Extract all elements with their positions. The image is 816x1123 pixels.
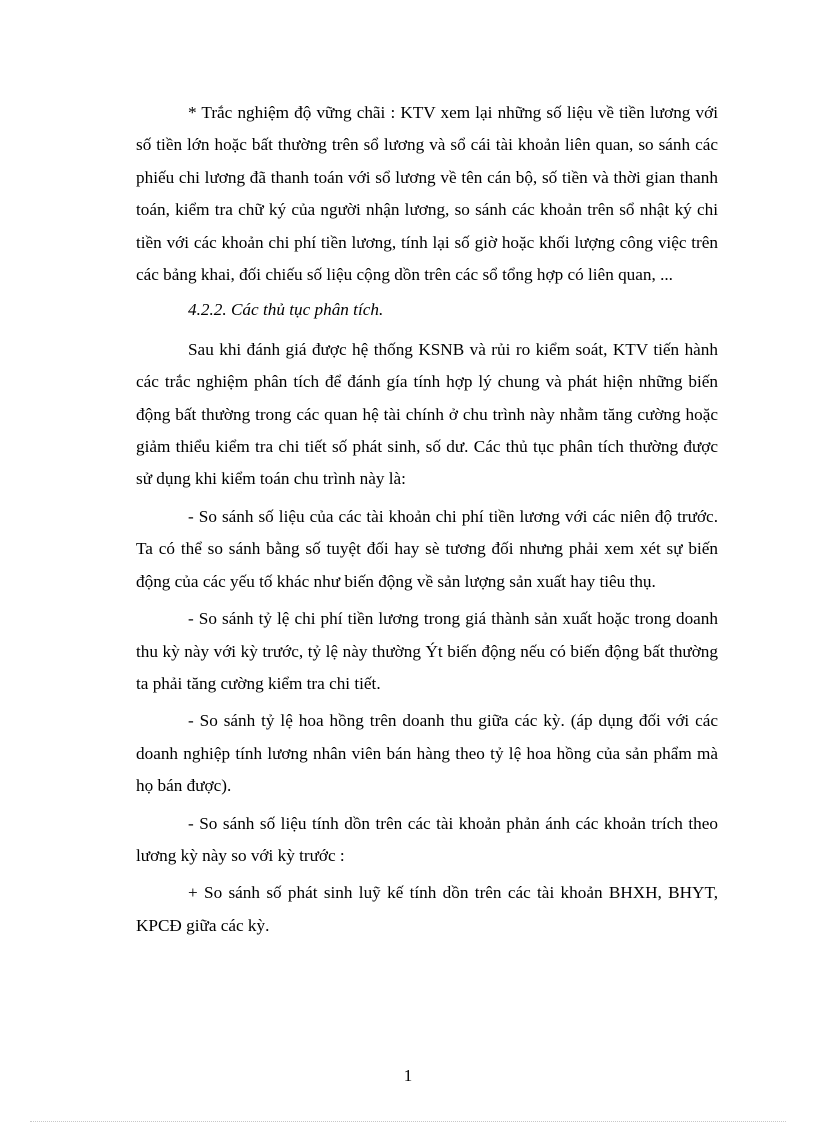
paragraph-compare-prior-years: - So sánh số liệu của các tài khoản chi phí tiền lương với các niên độ trước. Ta có thể so sánh bằng số tuyệt đối hay sè tương đối nhưng phải xem xét sự biến động của các yếu tố khác như biến động về sản lượng sản xuất hay tiêu thụ. (136, 506, 718, 591)
paragraph-compare-accrued: - So sánh số liệu tính dồn trên các tài khoản phản ánh các khoản trích theo lương kỳ này so với kỳ trước : (136, 813, 718, 865)
footer-divider (30, 1121, 786, 1122)
paragraph-compare-commission: - So sánh tỷ lệ hoa hồng trên doanh thu giữa các kỳ. (áp dụng đối với các doanh nghiệp tính lương nhân viên bán hàng theo tỷ lệ hoa hồng của sản phẩm mà họ bán được). (136, 711, 718, 796)
page-number: 1 (403, 1066, 413, 1085)
section-heading-4-2-2: 4.2.2. Các thủ tục phân tích. (188, 300, 384, 320)
document-body (136, 97, 718, 942)
paragraph-analytical-intro: Sau khi đánh giá được hệ thống KSNB và rủi ro kiểm soát, KTV tiến hành các trắc nghiệm phân tích để đánh gía tính hợp lý chung và phát hiện những biến động bất thường trong các quan hệ tài chính ở chu trình này nhằm tăng cường hoặc giảm thiểu kiểm tra chi tiết số phát sinh, số dư. Các thủ tục phân tích thường được sử dụng khi kiểm toán chu trình này là: (136, 339, 718, 489)
paragraph-compare-insurance: + So sánh số phát sinh luỹ kế tính dồn trên các tài khoản BHXH, BHYT, KPCĐ giữa các kỳ. (136, 883, 718, 935)
paragraph-compare-cost-ratio: - So sánh tỷ lệ chi phí tiền lương trong giá thành sản xuất hoặc trong doanh thu kỳ này với kỳ trước, tỷ lệ này thường Ýt biến động nếu có biến động bất thường ta phải tăng cường kiểm tra chi tiết. (136, 609, 718, 693)
paragraph-stability-test: * Trắc nghiệm độ vững chãi : KTV xem lại những số liệu về tiền lương với số tiền lớn hoặc bất thường trên sổ lương và sổ cái tài khoản liên quan, so sánh các phiếu chi lương đã thanh toán với sổ lương về tên cán bộ, số tiền và thời gian thanh toán, kiểm tra chữ ký của người nhận lương, so sánh các khoản trên sổ nhật ký chi tiền với các khoản chi phí tiền lương, tính lại số giờ hoặc khối lượng công việc trên các bảng khai, đối chiếu số liệu cộng dồn trên các sổ tổng hợp có liên quan, ... (136, 103, 718, 285)
